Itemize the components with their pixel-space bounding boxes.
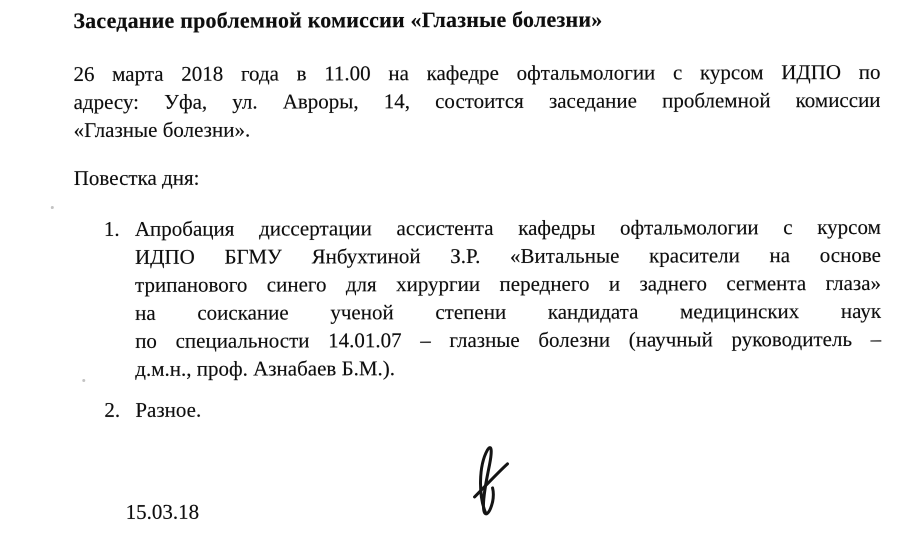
agenda-heading: Повестка дня: [73,165,200,191]
intro-line: адресу: Уфа, ул. Авроры, 14, состоится заседание проблемной комиссии [73,87,881,115]
agenda-item-1 [104,213,881,383]
agenda-line: Разное. [135,397,202,422]
agenda-line: Апробация диссертации ассистента кафедры офтальмологии с курсом [134,214,881,241]
agenda-line: на соискание ученой степени кандидата медицинских наук [135,298,882,325]
agenda-line: по специальности 14.01.07 – глазные болезни (научный руководитель – [135,326,882,353]
document-title: Заседание проблемной комиссии «Глазные болезни» [73,6,603,34]
intro-paragraph [73,58,880,144]
agenda-item-text [135,213,881,383]
agenda-item-2 [104,394,881,424]
scan-artifact [51,206,54,209]
agenda-line: д.м.н., проф. Азнабаев Б.М.). [135,356,396,381]
intro-line: «Глазные болезни». [73,117,251,143]
agenda-line: ИДПО БГМУ Янбухтиной З.Р. «Витальные красители на основе [134,242,881,269]
agenda-item-text [135,394,881,424]
agenda-item-number: 1. [103,216,120,241]
scan-artifact [82,379,85,382]
handwritten-signature-icon [458,441,514,533]
document-date: 15.03.18 [125,499,200,524]
intro-line: 26 марта 2018 года в 11.00 на кафедре офтальмологии с курсом ИДПО по [73,59,881,87]
agenda-line: трипанового синего для хирургии переднего и заднего сегмента глаза» [134,270,882,297]
agenda-item-number: 2. [104,397,121,422]
